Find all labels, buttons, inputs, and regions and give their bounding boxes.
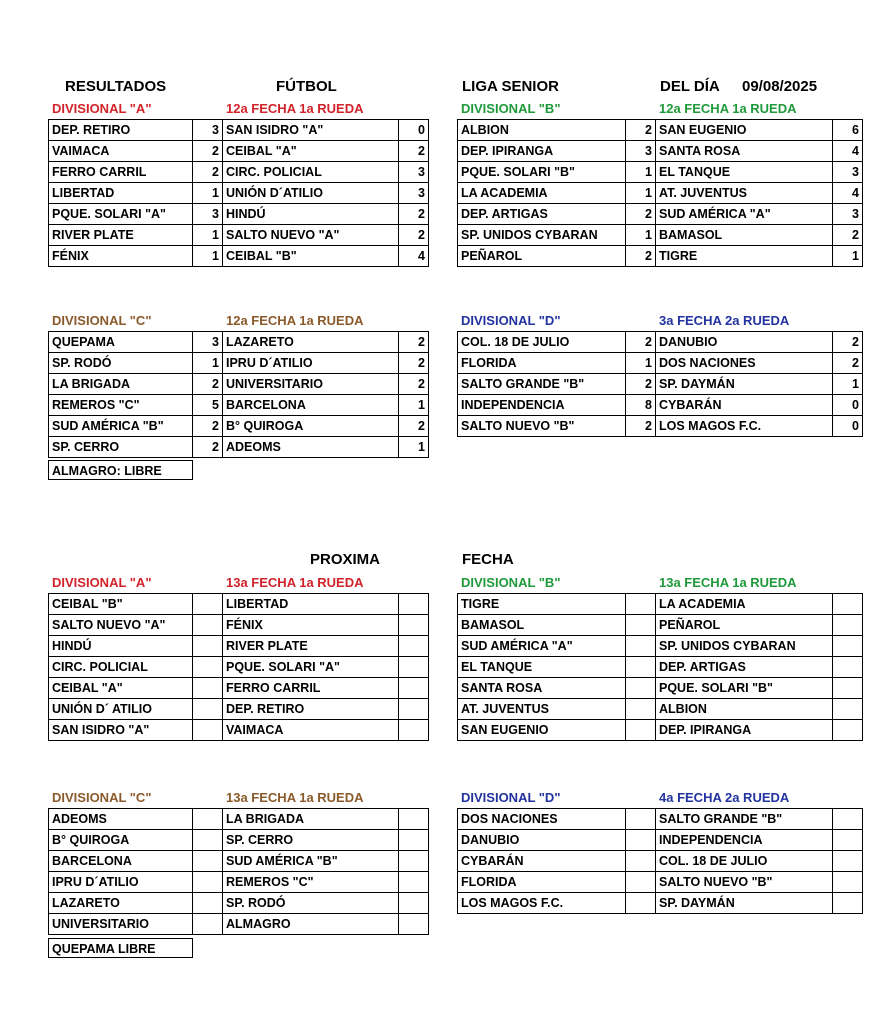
home-score-cell: 2 — [193, 374, 223, 395]
next-div-c-libre: QUEPAMA LIBRE — [48, 938, 193, 958]
away-team-cell: SP. DAYMÁN — [656, 893, 833, 914]
away-team-cell: SALTO NUEVO "B" — [656, 872, 833, 893]
home-team-cell: BARCELONA — [49, 851, 193, 872]
away-team-cell: CIRC. POLICIAL — [223, 162, 399, 183]
away-score-cell: 3 — [833, 204, 863, 225]
away-team-cell: VAIMACA — [223, 720, 399, 741]
futbol-title: FÚTBOL — [276, 78, 337, 95]
away-score-cell — [833, 720, 863, 741]
home-team-cell: CIRC. POLICIAL — [49, 657, 193, 678]
home-team-cell: IPRU D´ATILIO — [49, 872, 193, 893]
match-row — [49, 914, 429, 935]
match-row — [458, 830, 863, 851]
match-row — [458, 872, 863, 893]
home-team-cell: INDEPENDENCIA — [458, 395, 626, 416]
away-team-cell: LA ACADEMIA — [656, 594, 833, 615]
away-score-cell — [399, 657, 429, 678]
home-team-cell: SALTO NUEVO "B" — [458, 416, 626, 437]
away-team-cell: ADEOMS — [223, 437, 399, 458]
home-team-cell: SALTO GRANDE "B" — [458, 374, 626, 395]
away-team-cell: FÉNIX — [223, 615, 399, 636]
match-row — [458, 809, 863, 830]
next-div-c-table — [48, 808, 429, 935]
match-row — [49, 120, 429, 141]
home-score-cell — [626, 699, 656, 720]
away-score-cell: 2 — [833, 225, 863, 246]
away-score-cell — [399, 615, 429, 636]
match-row — [458, 141, 863, 162]
away-team-cell: UNIVERSITARIO — [223, 374, 399, 395]
home-score-cell — [193, 872, 223, 893]
home-score-cell: 3 — [193, 332, 223, 353]
match-row — [49, 437, 429, 458]
home-score-cell: 2 — [193, 437, 223, 458]
away-score-cell — [399, 594, 429, 615]
away-team-cell: SUD AMÉRICA "A" — [656, 204, 833, 225]
away-team-cell: INDEPENDENCIA — [656, 830, 833, 851]
home-score-cell: 2 — [626, 332, 656, 353]
away-team-cell: ALMAGRO — [223, 914, 399, 935]
home-team-cell: DEP. ARTIGAS — [458, 204, 626, 225]
home-score-cell — [193, 594, 223, 615]
away-team-cell: SUD AMÉRICA "B" — [223, 851, 399, 872]
home-score-cell — [626, 851, 656, 872]
away-score-cell: 2 — [399, 204, 429, 225]
away-team-cell: FERRO CARRIL — [223, 678, 399, 699]
home-score-cell: 2 — [193, 416, 223, 437]
div-a-name: DIVISIONAL "A" — [52, 101, 152, 116]
away-team-cell: AT. JUVENTUS — [656, 183, 833, 204]
home-score-cell — [626, 872, 656, 893]
home-team-cell: RIVER PLATE — [49, 225, 193, 246]
home-score-cell — [193, 699, 223, 720]
away-score-cell: 4 — [833, 183, 863, 204]
home-score-cell — [626, 720, 656, 741]
home-team-cell: LA BRIGADA — [49, 374, 193, 395]
home-score-cell — [626, 809, 656, 830]
home-team-cell: CEIBAL "A" — [49, 678, 193, 699]
next-div-b-table — [457, 593, 863, 741]
home-score-cell: 1 — [193, 246, 223, 267]
fecha-label: FECHA — [462, 551, 514, 568]
home-score-cell — [626, 657, 656, 678]
match-row — [458, 374, 863, 395]
away-score-cell — [833, 893, 863, 914]
away-team-cell: B° QUIROGA — [223, 416, 399, 437]
home-score-cell — [193, 678, 223, 699]
match-row — [49, 332, 429, 353]
home-score-cell: 3 — [626, 141, 656, 162]
away-score-cell — [833, 636, 863, 657]
home-team-cell: DANUBIO — [458, 830, 626, 851]
home-team-cell: DEP. RETIRO — [49, 120, 193, 141]
div-d-name: DIVISIONAL "D" — [461, 313, 561, 328]
away-score-cell: 0 — [399, 120, 429, 141]
liga-title: LIGA SENIOR — [462, 78, 559, 95]
away-score-cell: 1 — [399, 395, 429, 416]
match-row — [49, 830, 429, 851]
home-team-cell: UNIVERSITARIO — [49, 914, 193, 935]
home-score-cell: 2 — [626, 204, 656, 225]
home-score-cell — [193, 851, 223, 872]
match-row — [49, 657, 429, 678]
away-score-cell — [399, 636, 429, 657]
home-score-cell: 2 — [193, 162, 223, 183]
away-score-cell: 4 — [399, 246, 429, 267]
home-team-cell: B° QUIROGA — [49, 830, 193, 851]
match-row — [458, 851, 863, 872]
away-score-cell: 3 — [399, 162, 429, 183]
home-team-cell: PQUE. SOLARI "A" — [49, 204, 193, 225]
home-score-cell — [193, 615, 223, 636]
away-score-cell — [399, 830, 429, 851]
away-team-cell: DANUBIO — [656, 332, 833, 353]
match-row — [458, 720, 863, 741]
away-team-cell: CEIBAL "B" — [223, 246, 399, 267]
away-team-cell: DEP. RETIRO — [223, 699, 399, 720]
away-team-cell: LOS MAGOS F.C. — [656, 416, 833, 437]
away-team-cell: SP. UNIDOS CYBARAN — [656, 636, 833, 657]
away-team-cell: COL. 18 DE JULIO — [656, 851, 833, 872]
next-div-d-round: 4a FECHA 2a RUEDA — [659, 790, 790, 805]
match-row — [49, 204, 429, 225]
home-team-cell: UNIÓN D´ ATILIO — [49, 699, 193, 720]
home-team-cell: AT. JUVENTUS — [458, 699, 626, 720]
home-score-cell — [193, 893, 223, 914]
match-row — [458, 636, 863, 657]
home-score-cell — [193, 636, 223, 657]
away-score-cell — [399, 678, 429, 699]
home-team-cell: SAN EUGENIO — [458, 720, 626, 741]
away-team-cell: RIVER PLATE — [223, 636, 399, 657]
away-score-cell: 6 — [833, 120, 863, 141]
match-row — [49, 183, 429, 204]
home-team-cell: SALTO NUEVO "A" — [49, 615, 193, 636]
next-div-a-round: 13a FECHA 1a RUEDA — [226, 575, 364, 590]
away-team-cell: SP. RODÓ — [223, 893, 399, 914]
home-score-cell: 2 — [626, 120, 656, 141]
away-score-cell — [833, 872, 863, 893]
next-div-a-table — [48, 593, 429, 741]
away-team-cell: CEIBAL "A" — [223, 141, 399, 162]
match-row — [458, 594, 863, 615]
away-team-cell: LAZARETO — [223, 332, 399, 353]
match-row — [49, 636, 429, 657]
away-score-cell: 2 — [399, 416, 429, 437]
away-score-cell: 2 — [399, 141, 429, 162]
match-row — [458, 416, 863, 437]
div-b-round: 12a FECHA 1a RUEDA — [659, 101, 797, 116]
away-score-cell — [833, 594, 863, 615]
home-score-cell — [626, 594, 656, 615]
date-label: 09/08/2025 — [742, 78, 818, 95]
match-row — [458, 615, 863, 636]
away-score-cell — [833, 851, 863, 872]
home-team-cell: REMEROS "C" — [49, 395, 193, 416]
match-row — [458, 395, 863, 416]
home-score-cell — [193, 657, 223, 678]
away-score-cell: 1 — [833, 246, 863, 267]
div-b-results-table — [457, 119, 863, 267]
away-team-cell: DEP. IPIRANGA — [656, 720, 833, 741]
match-row — [458, 204, 863, 225]
away-score-cell: 0 — [833, 395, 863, 416]
next-div-a-name: DIVISIONAL "A" — [52, 575, 152, 590]
away-team-cell: BAMASOL — [656, 225, 833, 246]
div-c-name: DIVISIONAL "C" — [52, 313, 152, 328]
home-score-cell — [626, 615, 656, 636]
away-score-cell: 2 — [833, 332, 863, 353]
match-row — [49, 353, 429, 374]
home-team-cell: BAMASOL — [458, 615, 626, 636]
away-team-cell: LIBERTAD — [223, 594, 399, 615]
home-team-cell: SP. RODÓ — [49, 353, 193, 374]
away-score-cell: 2 — [833, 353, 863, 374]
next-div-b-round: 13a FECHA 1a RUEDA — [659, 575, 797, 590]
away-team-cell: CYBARÁN — [656, 395, 833, 416]
away-score-cell — [399, 872, 429, 893]
home-team-cell: FERRO CARRIL — [49, 162, 193, 183]
home-team-cell: PQUE. SOLARI "B" — [458, 162, 626, 183]
away-score-cell: 2 — [399, 225, 429, 246]
home-score-cell — [626, 678, 656, 699]
match-row — [49, 699, 429, 720]
away-team-cell: REMEROS "C" — [223, 872, 399, 893]
home-team-cell: FÉNIX — [49, 246, 193, 267]
away-score-cell: 4 — [833, 141, 863, 162]
away-score-cell — [399, 699, 429, 720]
home-team-cell: TIGRE — [458, 594, 626, 615]
home-score-cell — [193, 830, 223, 851]
away-team-cell: DOS NACIONES — [656, 353, 833, 374]
match-row — [49, 678, 429, 699]
match-row — [458, 183, 863, 204]
away-team-cell: UNIÓN D´ATILIO — [223, 183, 399, 204]
home-team-cell: LOS MAGOS F.C. — [458, 893, 626, 914]
home-score-cell: 2 — [626, 416, 656, 437]
match-row — [458, 657, 863, 678]
away-team-cell: BARCELONA — [223, 395, 399, 416]
away-score-cell — [833, 809, 863, 830]
away-team-cell: IPRU D´ATILIO — [223, 353, 399, 374]
away-score-cell: 0 — [833, 416, 863, 437]
div-d-results-table — [457, 331, 863, 437]
away-team-cell: PQUE. SOLARI "A" — [223, 657, 399, 678]
away-team-cell: PQUE. SOLARI "B" — [656, 678, 833, 699]
away-team-cell: TIGRE — [656, 246, 833, 267]
home-score-cell — [193, 914, 223, 935]
match-row — [49, 162, 429, 183]
home-team-cell: CEIBAL "B" — [49, 594, 193, 615]
match-row — [49, 395, 429, 416]
away-score-cell: 2 — [399, 374, 429, 395]
home-team-cell: SUD AMÉRICA "B" — [49, 416, 193, 437]
home-team-cell: QUEPAMA — [49, 332, 193, 353]
home-team-cell: HINDÚ — [49, 636, 193, 657]
div-a-results-table — [48, 119, 429, 267]
away-team-cell: SAN EUGENIO — [656, 120, 833, 141]
away-score-cell — [399, 720, 429, 741]
match-row — [49, 416, 429, 437]
home-team-cell: ADEOMS — [49, 809, 193, 830]
next-div-b-name: DIVISIONAL "B" — [461, 575, 561, 590]
home-team-cell: CYBARÁN — [458, 851, 626, 872]
match-row — [49, 872, 429, 893]
away-score-cell — [399, 851, 429, 872]
match-row — [458, 893, 863, 914]
home-team-cell: LIBERTAD — [49, 183, 193, 204]
away-score-cell — [399, 914, 429, 935]
away-team-cell: SALTO NUEVO "A" — [223, 225, 399, 246]
home-score-cell: 1 — [193, 353, 223, 374]
away-team-cell: SALTO GRANDE "B" — [656, 809, 833, 830]
proxima-label: PROXIMA — [310, 551, 381, 568]
away-team-cell: LA BRIGADA — [223, 809, 399, 830]
away-team-cell: SAN ISIDRO "A" — [223, 120, 399, 141]
next-div-c-round: 13a FECHA 1a RUEDA — [226, 790, 364, 805]
home-team-cell: FLORIDA — [458, 872, 626, 893]
away-team-cell: SP. CERRO — [223, 830, 399, 851]
match-row — [458, 225, 863, 246]
match-row — [49, 851, 429, 872]
away-team-cell: SANTA ROSA — [656, 141, 833, 162]
home-score-cell — [626, 636, 656, 657]
match-row — [458, 162, 863, 183]
home-team-cell: EL TANQUE — [458, 657, 626, 678]
home-score-cell: 3 — [193, 204, 223, 225]
home-score-cell: 1 — [626, 225, 656, 246]
away-score-cell — [399, 893, 429, 914]
match-row — [458, 699, 863, 720]
match-row — [49, 893, 429, 914]
away-team-cell: HINDÚ — [223, 204, 399, 225]
match-row — [49, 225, 429, 246]
home-team-cell: SP. UNIDOS CYBARAN — [458, 225, 626, 246]
away-score-cell — [399, 809, 429, 830]
away-team-cell: EL TANQUE — [656, 162, 833, 183]
home-score-cell: 1 — [626, 353, 656, 374]
away-score-cell: 3 — [833, 162, 863, 183]
match-row — [49, 720, 429, 741]
home-score-cell — [626, 830, 656, 851]
div-a-round: 12a FECHA 1a RUEDA — [226, 101, 364, 116]
home-score-cell: 2 — [193, 141, 223, 162]
home-score-cell: 8 — [626, 395, 656, 416]
div-c-round: 12a FECHA 1a RUEDA — [226, 313, 364, 328]
away-team-cell: ALBION — [656, 699, 833, 720]
div-d-round: 3a FECHA 2a RUEDA — [659, 313, 790, 328]
away-score-cell — [833, 830, 863, 851]
home-score-cell: 1 — [626, 162, 656, 183]
resultados-title: RESULTADOS — [65, 78, 167, 95]
home-team-cell: DOS NACIONES — [458, 809, 626, 830]
away-team-cell: DEP. ARTIGAS — [656, 657, 833, 678]
next-div-c-name: DIVISIONAL "C" — [52, 790, 152, 805]
home-team-cell: FLORIDA — [458, 353, 626, 374]
away-score-cell: 2 — [399, 332, 429, 353]
next-div-d-table — [457, 808, 863, 914]
away-score-cell — [833, 657, 863, 678]
home-team-cell: DEP. IPIRANGA — [458, 141, 626, 162]
home-score-cell — [193, 809, 223, 830]
match-row — [458, 120, 863, 141]
next-div-d-name: DIVISIONAL "D" — [461, 790, 561, 805]
away-team-cell: PEÑAROL — [656, 615, 833, 636]
match-row — [49, 374, 429, 395]
home-score-cell: 2 — [626, 374, 656, 395]
home-team-cell: VAIMACA — [49, 141, 193, 162]
away-score-cell — [833, 678, 863, 699]
home-team-cell: SP. CERRO — [49, 437, 193, 458]
home-team-cell: SANTA ROSA — [458, 678, 626, 699]
home-score-cell: 1 — [193, 225, 223, 246]
div-b-name: DIVISIONAL "B" — [461, 101, 561, 116]
match-row — [49, 246, 429, 267]
home-team-cell: LA ACADEMIA — [458, 183, 626, 204]
match-row — [458, 332, 863, 353]
home-score-cell: 5 — [193, 395, 223, 416]
away-score-cell: 1 — [833, 374, 863, 395]
match-row — [458, 246, 863, 267]
home-team-cell: SAN ISIDRO "A" — [49, 720, 193, 741]
home-score-cell: 1 — [626, 183, 656, 204]
away-score-cell: 2 — [399, 353, 429, 374]
away-score-cell — [833, 615, 863, 636]
away-score-cell: 1 — [399, 437, 429, 458]
home-team-cell: ALBION — [458, 120, 626, 141]
match-row — [49, 141, 429, 162]
home-team-cell: COL. 18 DE JULIO — [458, 332, 626, 353]
home-score-cell: 3 — [193, 120, 223, 141]
del-dia-label: DEL DÍA — [660, 78, 720, 95]
away-team-cell: SP. DAYMÁN — [656, 374, 833, 395]
away-score-cell — [833, 699, 863, 720]
div-c-results-table — [48, 331, 429, 458]
home-team-cell: LAZARETO — [49, 893, 193, 914]
div-c-libre: ALMAGRO: LIBRE — [48, 460, 193, 480]
match-row — [49, 615, 429, 636]
home-score-cell: 1 — [193, 183, 223, 204]
match-row — [458, 678, 863, 699]
match-row — [458, 353, 863, 374]
away-score-cell: 3 — [399, 183, 429, 204]
home-score-cell — [626, 893, 656, 914]
home-score-cell: 2 — [626, 246, 656, 267]
home-score-cell — [193, 720, 223, 741]
match-row — [49, 809, 429, 830]
home-team-cell: PEÑAROL — [458, 246, 626, 267]
match-row — [49, 594, 429, 615]
home-team-cell: SUD AMÉRICA "A" — [458, 636, 626, 657]
